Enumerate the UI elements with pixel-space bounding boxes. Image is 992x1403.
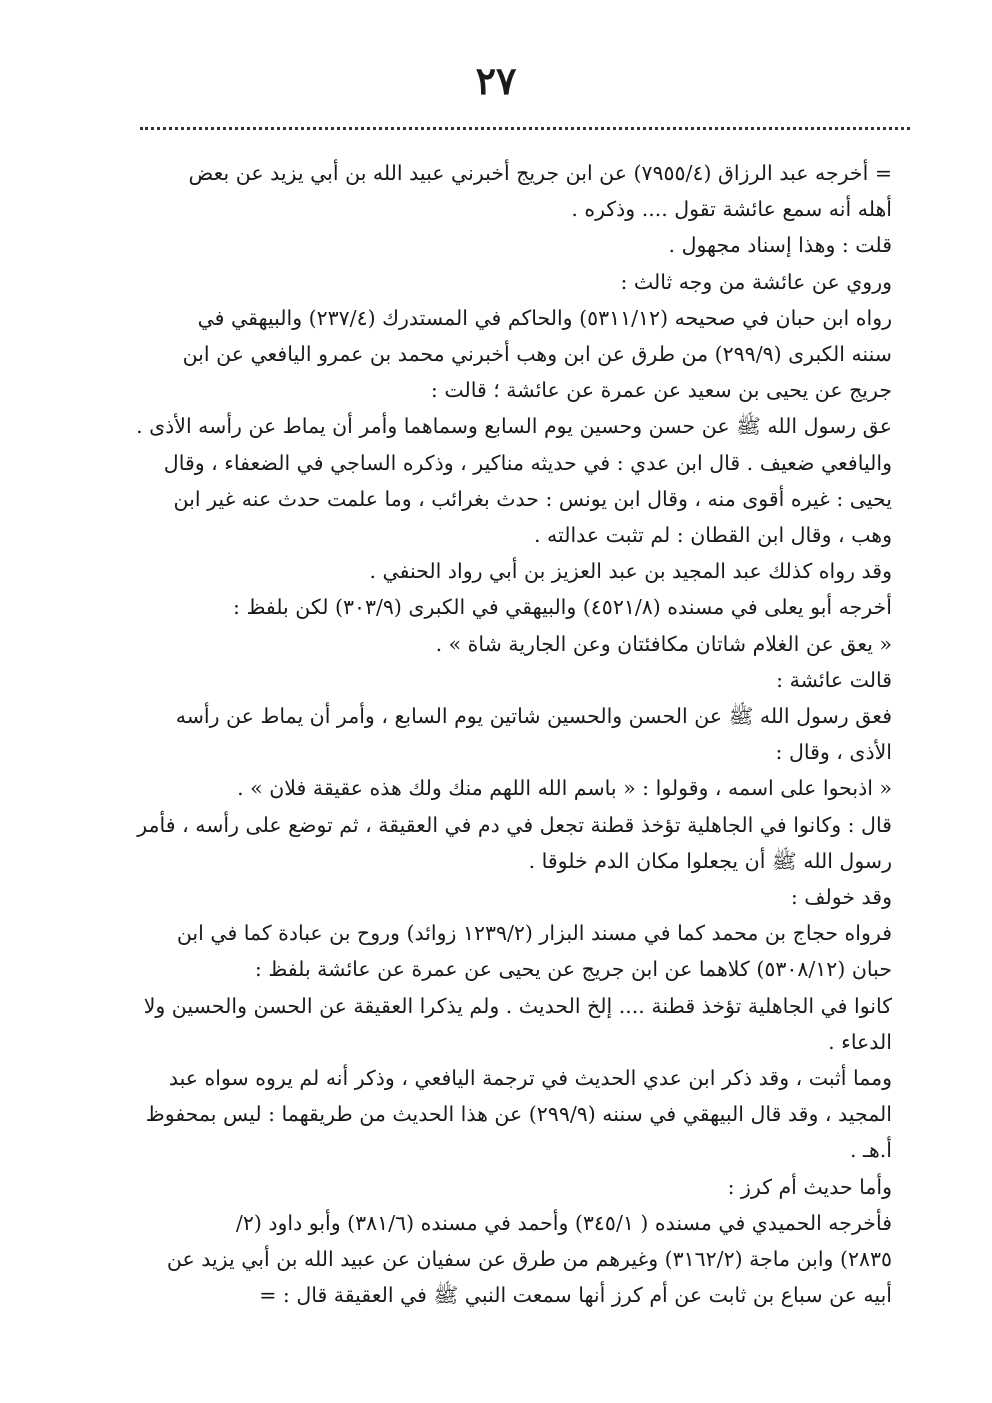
text-line: رسول الله ﷺ أن يجعلوا مكان الدم خلوقا . [528,848,892,873]
text-line: ٢٨٣٥) وابن ماجة (٣١٦٢/٢) وغيرهم من طرق عن سفيان عن عبيد الله بن أبي يزيد عن [166,1247,892,1272]
text-line: رواه ابن حبان في صحيحه (٥٣١١/١٢) والحاكم في المستدرك (٢٣٧/٤) والبيهقي في [197,305,892,330]
text-line: أ.هـ . [849,1138,892,1163]
text-line: ومما أثبت ، وقد ذكر ابن عدي الحديث في ترجمة اليافعي ، وذكر أنه لم يروه سواه عبد [168,1066,892,1091]
text-line: عق رسول الله ﷺ عن حسن وحسين يوم السابع وسماهما وأمر أن يماط عن رأسه الأذى . [136,414,892,439]
text-line: وقد رواه كذلك عبد المجيد بن عبد العزيز بن أبي رواد الحنفي . [369,559,892,584]
text-line: واليافعي ضعيف . قال ابن عدي : في حديثه مناكير ، وذكره الساجي في الضعفاء ، وقال [163,450,892,475]
text-line: أهله أنه سمع عائشة تقول .... وذكره . [571,197,892,222]
text-line: وهب ، وقال ابن القطان : لم تثبت عدالته . [533,523,892,548]
text-line: حبان (٥٣٠٨/١٢) كلاهما عن ابن جريج عن يحيى عن عمرة عن عائشة بلفظ : [254,957,892,982]
text-line: كانوا في الجاهلية تؤخذ قطنة .... إلخ الحديث . ولم يذكرا العقيقة عن الحسن والحسين ولا [143,993,892,1018]
text-line: فرواه حجاج بن محمد كما في مسند البزار (١٢٣٩/٢ زوائد) وروح بن عبادة كما في ابن [176,921,892,946]
header-dotted-rule [140,127,910,130]
text-line: « يعق عن الغلام شاتان مكافئتان وعن الجارية شاة » . [435,631,892,656]
text-line: يحيى : غيره أقوى منه ، وقال ابن يونس : حدث بغرائب ، وما علمت حدث عنه غير ابن [173,486,892,511]
text-line: فعق رسول الله ﷺ عن الحسن والحسين شاتين يوم السابع ، وأمر أن يماط عن رأسه [175,704,892,729]
text-line: وروي عن عائشة من وجه ثالث : [620,269,892,294]
text-line: وأما حديث أم كرز : [727,1174,892,1199]
text-line: وقد خولف : [790,885,892,910]
text-line: المجيد ، وقد قال البيهقي في سننه (٢٩٩/٩) عن هذا الحديث من طريقهما : ليس بمحفوظ [145,1102,892,1127]
text-line: قلت : وهذا إسناد مجهول . [668,233,892,258]
text-line: سننه الكبرى (٢٩٩/٩) من طرق عن ابن وهب أخبرني محمد بن عمرو اليافعي عن ابن [182,342,892,367]
text-line: أخرجه أبو يعلى في مسنده (٤٥٢١/٨) والبيهقي في الكبرى (٣٠٣/٩) لكن بلفظ : [233,595,892,620]
text-line: « اذبحوا على اسمه ، وقولوا : « باسم الله اللهم منك ولك هذه عقيقة فلان » . [237,776,892,801]
text-line: قال : وكانوا في الجاهلية تؤخذ قطنة تجعل في دم في العقيقة ، ثم توضع على رأسه ، فأمر [137,812,892,837]
text-line: جريج عن يحيى بن سعيد عن عمرة عن عائشة ؛ قالت : [430,378,892,403]
text-line: فأخرجه الحميدي في مسنده ( ٣٤٥/١) وأحمد في مسنده (٣٨١/٦) وأبو داود (٢/ [235,1210,892,1235]
body-text [122,155,892,1314]
text-line: = أخرجه عبد الرزاق (٧٩٥٥/٤) عن ابن جريج أخبرني عبيد الله بن أبي يزيد عن بعض [188,161,892,185]
text-line: قالت عائشة : [776,667,892,692]
page-number: ٢٧ [475,58,517,103]
text-line: الدعاء . [828,1029,892,1054]
text-line: أبيه عن سباع بن ثابت عن أم كرز أنها سمعت النبي ﷺ في العقيقة قال : = [259,1283,892,1308]
text-line: الأذى ، وقال : [775,740,892,765]
